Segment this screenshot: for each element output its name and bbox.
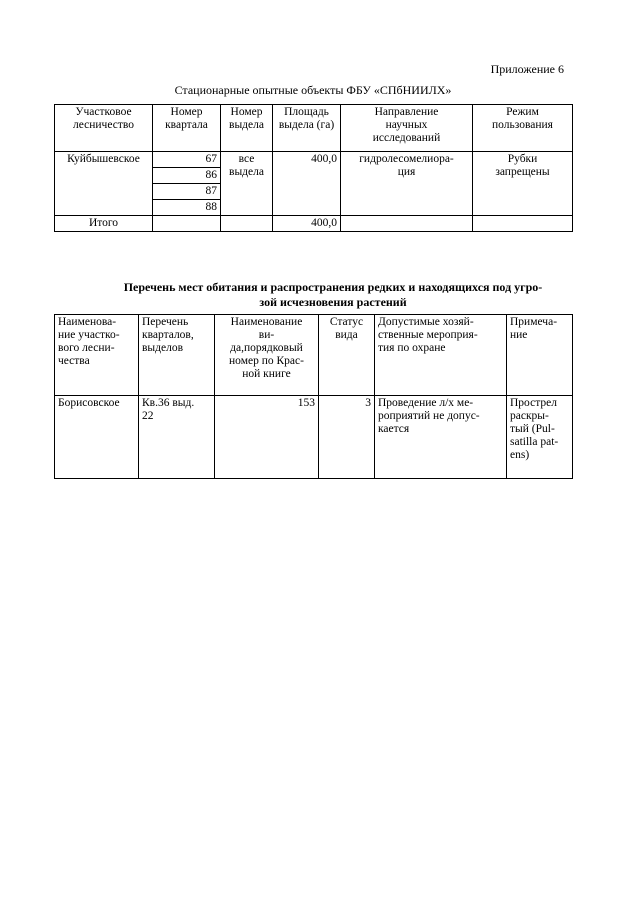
measures-cell: Проведение л/х ме- роприятий не допус- кается	[375, 396, 507, 479]
quarter-cell: 86	[153, 168, 221, 184]
empty-cell	[221, 216, 273, 232]
table-row	[55, 152, 573, 168]
header-cell: Наименование ви- да,порядковый номер по Крас- ной книге	[215, 315, 319, 396]
table-header-row	[55, 315, 573, 396]
header-cell: Наименова- ние участко- вого лесни- чества	[55, 315, 139, 396]
table-row	[55, 396, 573, 479]
plots-cell: все выдела	[221, 152, 273, 216]
header-cell: Допустимые хозяй- ственные мероприя- тия по охране	[375, 315, 507, 396]
quarter-cell: 88	[153, 200, 221, 216]
empty-cell	[473, 216, 573, 232]
empty-cell	[341, 216, 473, 232]
note-cell: Прострел раскры- тый (Pul- satilla pat- ens)	[507, 396, 573, 479]
forestry-cell: Борисовское	[55, 396, 139, 479]
regime-cell: Рубки запрещены	[473, 152, 573, 216]
header-cell: Режим пользования	[473, 105, 573, 152]
quarter-cell: 87	[153, 184, 221, 200]
header-cell: Площадь выдела (га)	[273, 105, 341, 152]
quarters-cell: Кв.36 выд. 22	[139, 396, 215, 479]
appendix-label: Приложение 6	[490, 62, 564, 76]
status-cell: 3	[319, 396, 375, 479]
empty-cell	[153, 216, 221, 232]
table2-caption: Перечень мест обитания и распространения редких и находящихся под угро- зой исчезновения растений	[123, 280, 543, 309]
forestry-cell: Куйбышевское	[55, 152, 153, 216]
rare-plants-table	[54, 314, 573, 479]
number-cell: 153	[215, 396, 319, 479]
table1-caption: Стационарные опытные объекты ФБУ «СПбНИИЛХ»	[174, 83, 452, 97]
header-cell: Участковое лесничество	[55, 105, 153, 152]
header-cell: Статус вида	[319, 315, 375, 396]
total-label: Итого	[55, 216, 153, 232]
header-cell: Номер выдела	[221, 105, 273, 152]
header-cell: Направление научных исследований	[341, 105, 473, 152]
total-row	[55, 216, 573, 232]
header-cell: Перечень кварталов, выделов	[139, 315, 215, 396]
table-header-row	[55, 105, 573, 152]
header-cell: Номер квартала	[153, 105, 221, 152]
research-cell: гидролесомелиора- ция	[341, 152, 473, 216]
area-cell: 400,0	[273, 152, 341, 216]
research-objects-table	[54, 104, 573, 232]
header-cell: Примеча- ние	[507, 315, 573, 396]
quarter-cell: 67	[153, 152, 221, 168]
total-area: 400,0	[273, 216, 341, 232]
